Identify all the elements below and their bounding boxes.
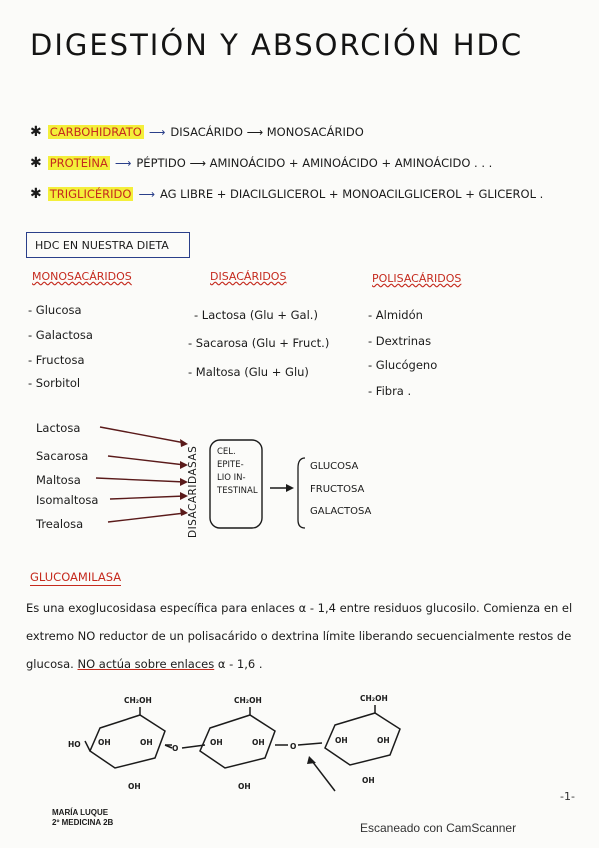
list-item: - Fibra .: [368, 384, 412, 398]
list-item: - Almidón: [368, 308, 423, 322]
bracket: [298, 458, 305, 528]
diagram-input: Maltosa: [36, 473, 81, 487]
intro-subject: PROTEÍNA: [49, 156, 108, 170]
page-title: DIGESTIÓN Y ABSORCIÓN HDC: [30, 28, 524, 62]
diet-box: HDC EN NUESTRA DIETA: [26, 232, 190, 258]
intro-row-trigliceridos: [30, 186, 543, 202]
diagram-output: GALACTOSA: [310, 506, 372, 517]
list-item: - Glucosa: [28, 303, 82, 317]
arrow-right-icon: ⟶: [114, 156, 132, 170]
diagram-output: GLUCOSA: [310, 461, 359, 472]
list-item: - Lactosa (Glu + Gal.): [194, 308, 318, 322]
list-item: - Dextrinas: [368, 334, 432, 348]
enzyme-label: DISACARIDASAS: [187, 445, 199, 538]
author-name: MARÍA LUQUE: [52, 808, 109, 817]
diagram-input: Trealosa: [36, 517, 84, 531]
star-icon: ✱: [30, 155, 42, 171]
cell-label: [217, 446, 261, 498]
arrow-line: [100, 427, 185, 443]
star-icon: ✱: [30, 186, 42, 202]
arrow-head-icon: [286, 484, 294, 492]
star-icon: ✱: [30, 124, 42, 140]
list-item: - Maltosa (Glu + Glu): [188, 365, 309, 379]
intro-rest: DISACÁRIDO ⟶ MONOSACÁRIDO: [170, 125, 364, 139]
diagram-input: Sacarosa: [36, 449, 89, 463]
diagram-output: FRUCTOSA: [310, 484, 365, 495]
oh-label: OH: [335, 736, 348, 745]
disacaridasas-diagram: [0, 410, 599, 540]
diagram-input: Lactosa: [36, 421, 81, 435]
diagram-input: Isomaltosa: [36, 493, 99, 507]
scanner-watermark: Escaneado con CamScanner: [360, 821, 517, 835]
monosacaridos-heading: MONOSACÁRIDOS: [32, 270, 132, 283]
polisacaridos-heading: POLISACÁRIDOS: [372, 272, 462, 285]
cell-label-line: CEL.: [217, 447, 236, 457]
author-block: [52, 808, 113, 828]
o-label: O: [172, 744, 179, 753]
o-label: O: [290, 742, 297, 751]
arrow-head-icon: [307, 756, 316, 764]
ch2oh-label: CH₂OH: [124, 696, 152, 705]
glucose-chain-molecule: [60, 693, 420, 803]
cell-label-line: EPITE-: [217, 460, 244, 470]
intro-row-proteina: [30, 155, 492, 171]
arrow-line: [108, 456, 185, 465]
oh-label: OH: [238, 782, 251, 791]
intro-subject: TRIGLICÉRIDO: [49, 187, 132, 201]
ch2oh-label: CH₂OH: [234, 696, 262, 705]
cell-label-line: TESTINAL: [217, 486, 258, 496]
paragraph-text: Es una exoglucosidasa específica para enlaces α - 1,4 entre residuos glucosilo. Comienza en el extremo NO reductor de un polisacárido o dextrina límite liberando secuencialmente restos de glucosa.: [26, 601, 573, 671]
oh-label: OH: [252, 738, 265, 747]
arrow-line: [96, 478, 185, 482]
list-item: - Galactosa: [28, 328, 93, 342]
oh-label: OH: [140, 738, 153, 747]
ch2oh-label: CH₂OH: [360, 694, 388, 703]
oh-label: OH: [128, 782, 141, 791]
disacaridos-heading: DISACÁRIDOS: [210, 270, 287, 283]
intro-subject: CARBOHIDRATO: [49, 125, 142, 139]
paragraph-text-underlined: NO actúa sobre enlaces: [77, 657, 215, 671]
intro-rest: PÉPTIDO ⟶ AMINOÁCIDO + AMINOÁCIDO + AMINOÁCIDO . . .: [136, 156, 493, 170]
ho-label: HO: [68, 740, 81, 749]
oh-label: OH: [98, 738, 111, 747]
intro-rest: AG LIBRE + DIACILGLICEROL + MONOACILGLICEROL + GLICEROL .: [159, 187, 544, 201]
arrow-right-icon: ⟶: [138, 187, 155, 201]
intro-row-carbohidrato: [30, 124, 364, 140]
list-item: - Sacarosa (Glu + Fruct.): [188, 336, 330, 350]
list-item: - Glucógeno: [368, 358, 438, 372]
page-number: -1-: [560, 790, 575, 803]
cell-label-line: LIO IN-: [217, 473, 246, 483]
oh-label: OH: [377, 736, 390, 745]
paragraph-text: α - 1,6 .: [214, 657, 263, 671]
glucoamilasa-paragraph: [26, 594, 576, 678]
list-item: - Fructosa: [28, 353, 85, 367]
arrow-line: [108, 513, 185, 522]
arrow-line: [110, 496, 185, 499]
glucoamilasa-heading: GLUCOAMILASA: [30, 570, 122, 584]
author-course: 2º MEDICINA 2B: [52, 818, 114, 827]
oh-label: OH: [210, 738, 223, 747]
list-item: - Sorbitol: [28, 376, 81, 390]
oh-label: OH: [362, 776, 375, 785]
arrow-right-icon: ⟶: [148, 125, 166, 139]
